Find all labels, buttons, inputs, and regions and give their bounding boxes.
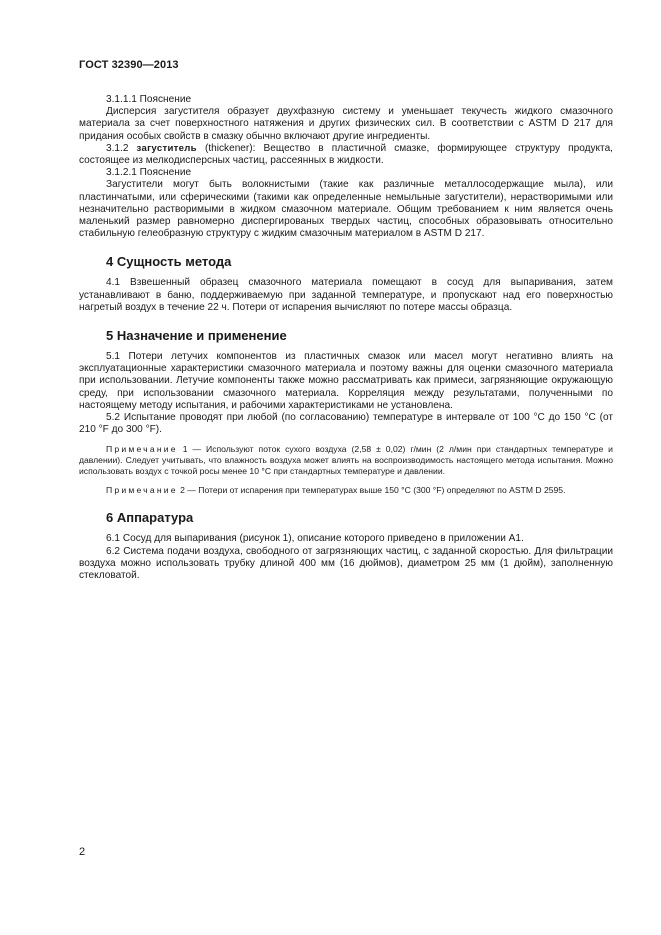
clause-5-1: 5.1 Потери летучих компонентов из пластичных смазок или масел могут негативно влиять на эксплуатационные характеристики смазочного материала и поэтому важны для оценки смазочного материала при использовании. Летучие компоненты также можно рассматривать как примеси, загрязняющие окружающую среду, при использовании смазочного материала. Корреляция между результатами, полученными по настоящему методу испытания, и рабочими характеристиками не установлена.: [79, 351, 613, 411]
note-2-label: Примечание: [106, 485, 178, 496]
clause-3-1-1-1-heading: 3.1.1.1 Пояснение: [106, 94, 192, 105]
note-1-text: 1 — Используют поток сухого воздуха (2,58 ± 0,02) г/мин (2 л/мин при стандартных температуре и давлении). Следует учитывать, что влажность воздуха может влиять на воспроизводимость настоящего метода испытания. Можно использовать воздух с точкой росы менее 10 °С при стандартных температуре и давлении.: [79, 444, 613, 477]
page-number: 2: [79, 846, 86, 858]
clause-3-1-2: [79, 143, 613, 167]
clause-3-1-1-1-text: Дисперсия загустителя образует двухфазную систему и уменьшает текучесть жидкого смазочного материала за счет поверхностного натяжения и других физических сил. В соответствии с ASTM D 217 для придания особых свойств в смазку обычно включают другие ингредиенты.: [79, 106, 613, 142]
clause-3-1-2-1-heading: 3.1.2.1 Пояснение: [106, 167, 192, 179]
clause-6-2: 6.2 Система подачи воздуха, свободного от загрязняющих частиц, с заданной скоростью. Для фильтрации воздуха можно использовать трубку длиной 400 мм (16 дюймов), диаметром 25 мм (1 дюйм), заполненную стекловатой.: [79, 545, 613, 582]
note-2-text: 2 — Потери от испарения при температурах выше 150 °С (300 °F) определяют по ASTM D 2595.: [177, 485, 566, 496]
clause-4-1: 4.1 Взвешенный образец смазочного материала помещают в сосуд для выпаривания, затем устанавливают в баню, поддерживаемую при заданной температуре, и пропускают над его поверхностью нагретый воздух в течение 22 ч. Потери от испарения вычисляют по потере массы образца.: [79, 277, 613, 313]
term-thickener: загуститель: [136, 142, 197, 154]
section-5-title: 5 Назначение и применение: [106, 328, 287, 344]
clause-6-1: 6.1 Сосуд для выпаривания (рисунок 1), описание которого приведено в приложении А1.: [106, 533, 524, 545]
note-2: [79, 485, 613, 496]
clause-5-2: 5.2 Испытание проводят при любой (по согласованию) температуре в интервале от 100 °С до 150 °С (от 210 °F до 300 °F).: [79, 412, 613, 436]
section-6-title: 6 Аппаратура: [106, 510, 194, 526]
clause-3-1-2-1-text: Загустители могут быть волокнистыми (такие как различные металлосодержащие мыла), или пластинчатыми, или сферическими (такими как определенные немыльные загустители), нерастворимыми или незначительно растворимыми в жидком смазочном материале. Общим требованием к ним является очень маленький размер равномерно диспергированых твердых частиц, способных образовывать относительно стабильную гелеобразную структуру с жидким смазочным материалом в ASTM D 217.: [79, 179, 613, 240]
standard-header: ГОСТ 32390—2013: [79, 59, 179, 71]
note-1-label: Примечание: [106, 444, 178, 455]
clause-3-1-2-definition: (thickener): Вещество в пластичной смазке, формирующее структуру продукта, состоящее из мелкодисперсных частиц, рассеянных в жидкости.: [79, 142, 613, 167]
note-1: [79, 444, 613, 477]
clause-3-1-2-number: 3.1.2: [106, 142, 137, 154]
section-4-title: 4 Сущность метода: [106, 254, 232, 270]
document-body: [79, 94, 613, 582]
